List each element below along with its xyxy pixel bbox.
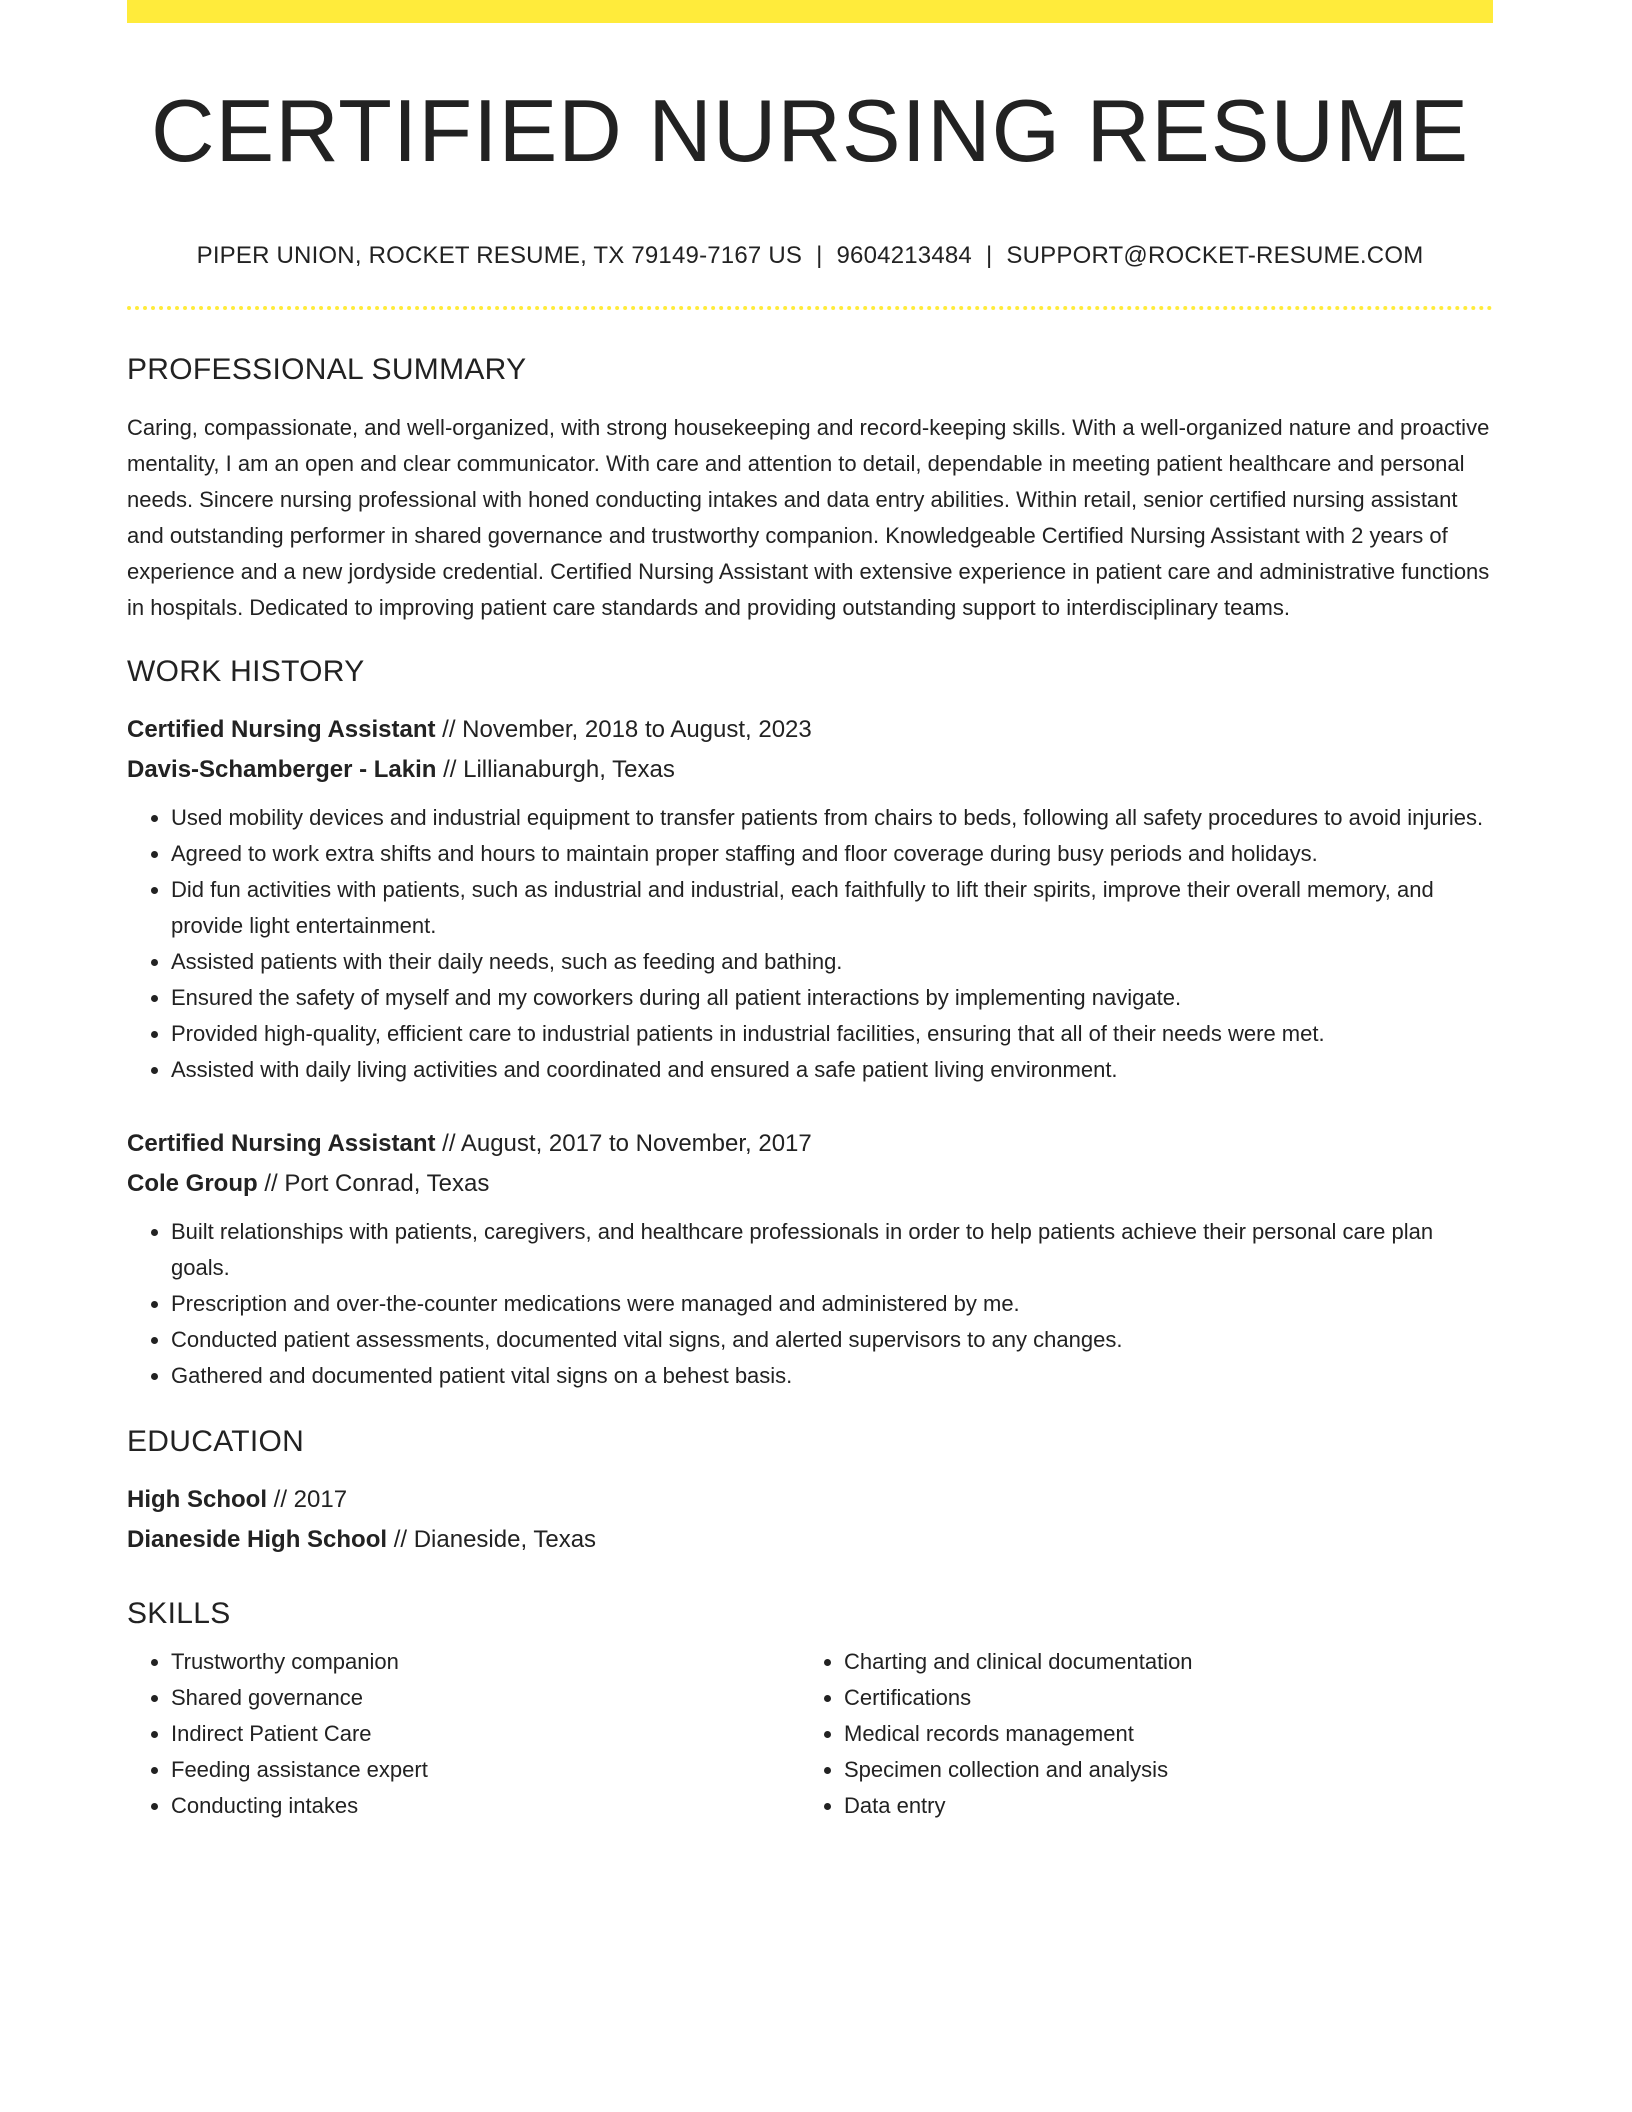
education-heading: EDUCATION [127, 1425, 305, 1458]
contact-line [127, 241, 1493, 271]
skills-list-left [127, 1644, 800, 1824]
list-item: • Assisted patients with their daily needs, such as feeding and bathing. [171, 944, 1493, 980]
job-dates: // November, 2018 to August, 2023 [435, 716, 812, 743]
list-item: • Did fun activities with patients, such as industrial and industrial, each faithfully to lift their spirits, improve their overall memory, and provide light entertainment. [171, 872, 1493, 944]
list-item: • Used mobility devices and industrial equipment to transfer patients from chairs to beds, following all safety procedures to avoid injuries. [171, 800, 1493, 836]
contact-phone: 9604213484 [836, 242, 972, 269]
skill-item: • Medical records management [844, 1716, 1473, 1752]
job-title: Certified Nursing Assistant [127, 1130, 436, 1157]
skills-heading: SKILLS [127, 1597, 231, 1630]
job-entry [127, 1124, 1493, 1394]
list-item: • Conducted patient assessments, documented vital signs, and alerted supervisors to any changes. [171, 1322, 1493, 1358]
education-school: Dianeside High School [127, 1526, 388, 1553]
job-company: Cole Group [127, 1170, 258, 1197]
resume-page [127, 0, 1493, 1824]
job-title-line [127, 710, 1493, 750]
skill-item: • Feeding assistance expert [171, 1752, 800, 1788]
list-item: • Built relationships with patients, caregivers, and healthcare professionals in order to help patients achieve their personal care plan goals. [171, 1214, 1493, 1286]
list-item: • Ensured the safety of myself and my coworkers during all patient interactions by implementing navigate. [171, 980, 1493, 1016]
job-title: Certified Nursing Assistant [127, 716, 436, 743]
skills-list-right [800, 1644, 1473, 1824]
list-item: • Prescription and over-the-counter medications were managed and administered by me. [171, 1286, 1493, 1322]
skill-item: • Conducting intakes [171, 1788, 800, 1824]
skills-columns [127, 1644, 1493, 1824]
contact-separator: | [816, 242, 823, 269]
list-item: • Gathered and documented patient vital signs on a behest basis. [171, 1358, 1493, 1394]
job-company-line [127, 750, 1493, 790]
education-degree: High School [127, 1486, 267, 1513]
job-bullet-list [127, 800, 1493, 1088]
skill-item: • Shared governance [171, 1680, 800, 1716]
job-company: Davis-Schamberger - Lakin [127, 756, 437, 783]
skill-item: • Specimen collection and analysis [844, 1752, 1473, 1788]
contact-address: PIPER UNION, ROCKET RESUME, TX 79149-7167 US [196, 242, 803, 269]
job-bullet-list [127, 1214, 1493, 1394]
education-location: // Dianeside, Texas [387, 1526, 597, 1553]
job-entry [127, 710, 1493, 1088]
job-location: // Port Conrad, Texas [257, 1170, 490, 1197]
job-dates: // August, 2017 to November, 2017 [435, 1130, 812, 1157]
job-company-line [127, 1164, 1493, 1204]
skill-item: • Charting and clinical documentation [844, 1644, 1473, 1680]
dotted-divider [127, 306, 1493, 310]
top-accent-bar [127, 0, 1493, 23]
skill-item: • Data entry [844, 1788, 1473, 1824]
skill-item: • Certifications [844, 1680, 1473, 1716]
education-entry [127, 1480, 1493, 1560]
contact-email: SUPPORT@ROCKET-RESUME.COM [1006, 242, 1424, 269]
work-history-heading: WORK HISTORY [127, 655, 365, 688]
education-degree-line [127, 1480, 1493, 1520]
resume-title: CERTIFIED NURSING RESUME [150, 81, 1470, 180]
education-year: // 2017 [267, 1486, 348, 1513]
list-item: • Assisted with daily living activities and coordinated and ensured a safe patient living environment. [171, 1052, 1493, 1088]
job-title-line [127, 1124, 1493, 1164]
summary-text: Caring, compassionate, and well-organized, with strong housekeeping and record-keeping skills. With a well-organized nature and proactive mentality, I am an open and clear communicator. With care and attention to detail, dependable in meeting patient healthcare and personal needs. Sincere nursing professional with honed conducting intakes and data entry abilities. Within retail, senior certified nursing assistant and outstanding performer in shared governance and trustworthy companion. Knowledgeable Certified Nursing Assistant with 2 years of experience and a new jordyside credential. Certified Nursing Assistant with extensive experience in patient care and administrative functions in hospitals. Dedicated to improving patient care standards and providing outstanding support to interdisciplinary teams. [127, 415, 1490, 620]
job-location: // Lillianaburgh, Texas [436, 756, 675, 783]
summary-heading: PROFESSIONAL SUMMARY [127, 353, 527, 386]
list-item: • Agreed to work extra shifts and hours to maintain proper staffing and floor coverage during busy periods and holidays. [171, 836, 1493, 872]
list-item: • Provided high-quality, efficient care to industrial patients in industrial facilities, ensuring that all of their needs were met. [171, 1016, 1493, 1052]
education-school-line [127, 1520, 1493, 1560]
skill-item: • Indirect Patient Care [171, 1716, 800, 1752]
contact-separator: | [985, 242, 993, 269]
skill-item: • Trustworthy companion [171, 1644, 800, 1680]
